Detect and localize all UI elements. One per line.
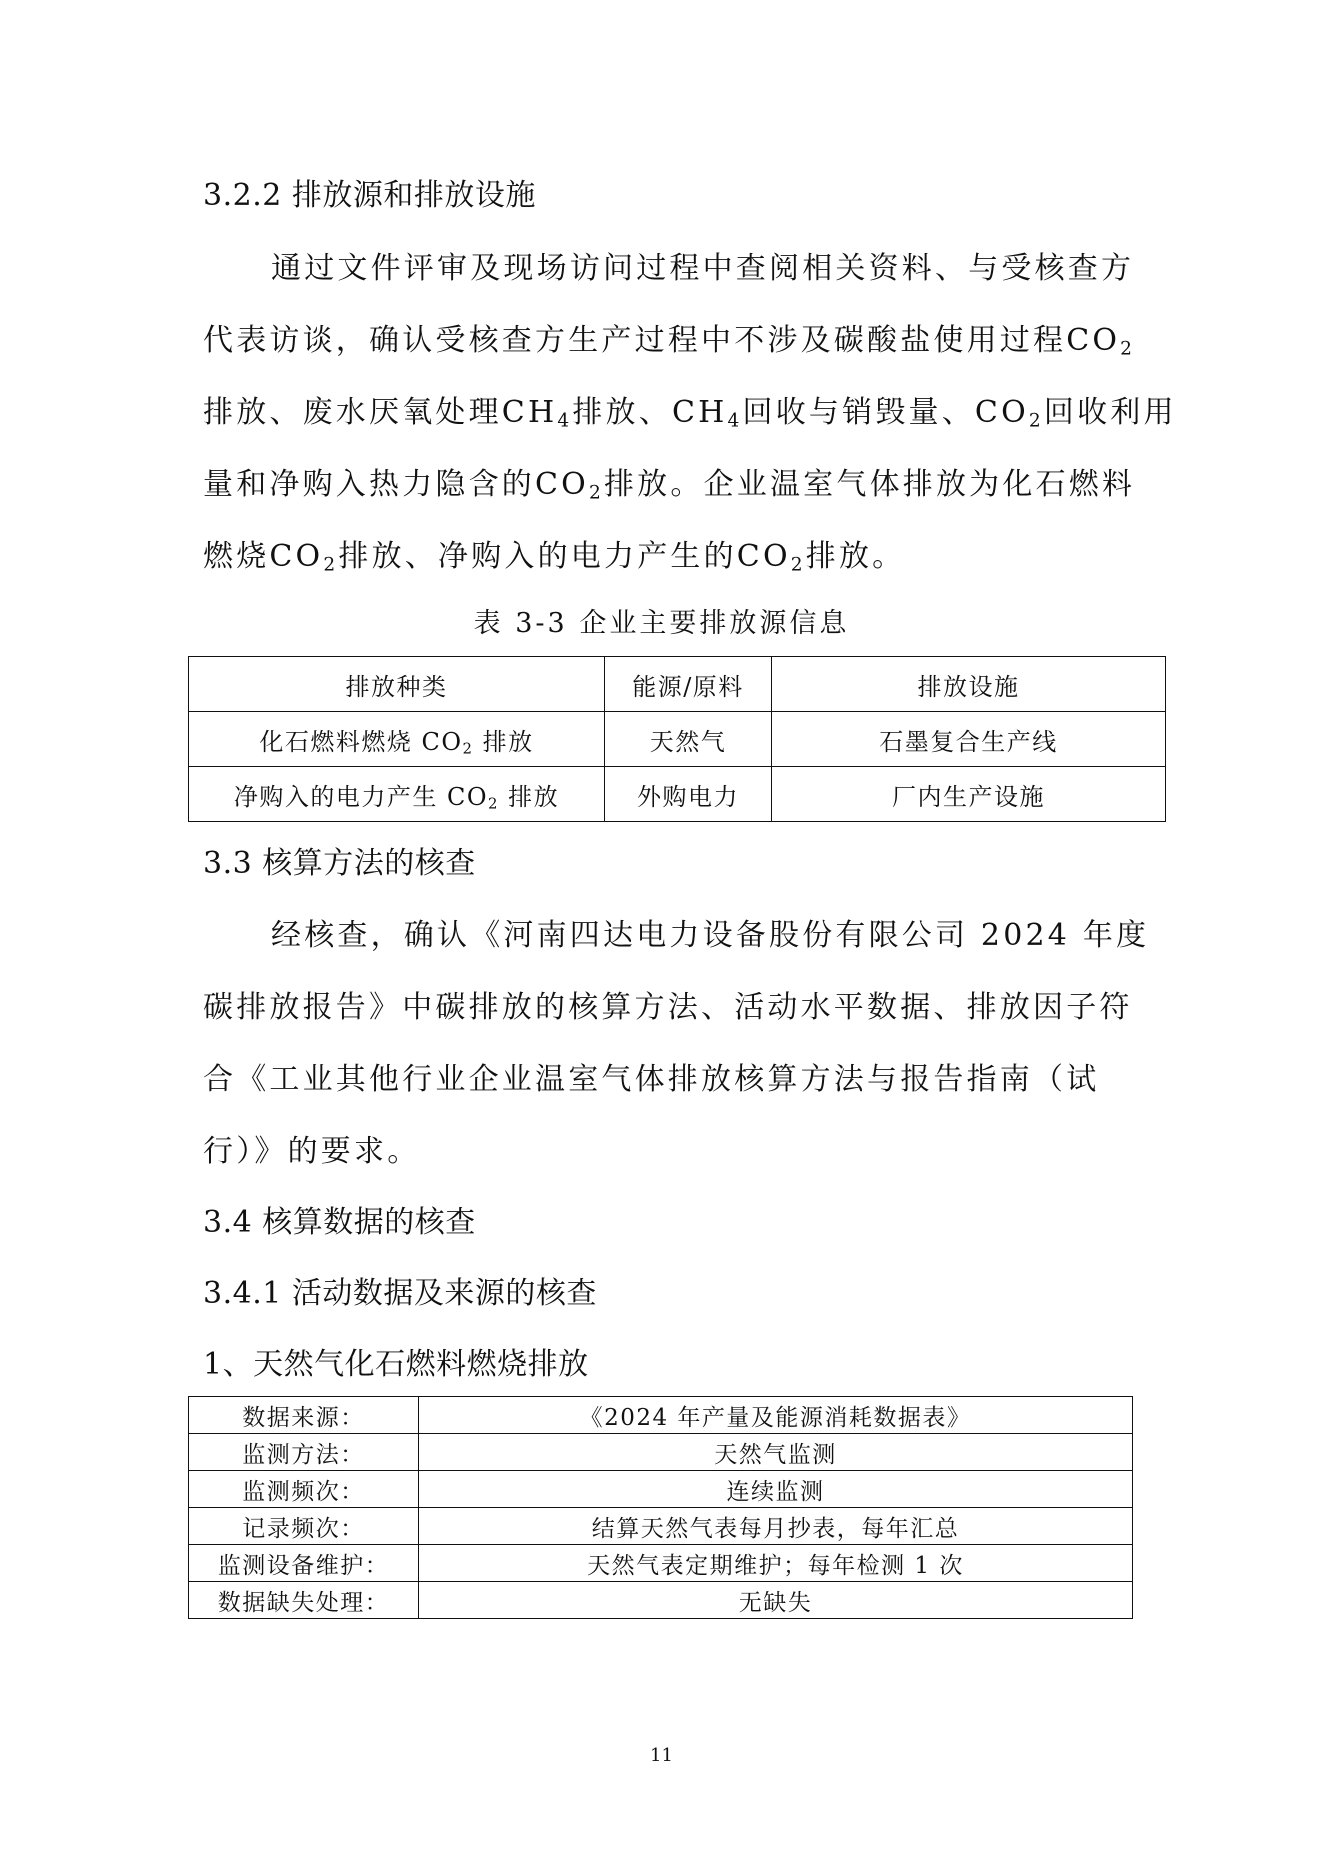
item-1-title: 1、天然气化石燃料燃烧排放 (203, 1347, 589, 1382)
table-row (189, 1434, 1133, 1471)
paragraph-line: 通过文件评审及现场访问过程中查阅相关资料、与受核查方 (271, 251, 1135, 286)
emission-type-cell: 净购入的电力产生 $CO_2$ 排放 (189, 767, 605, 822)
column-header: 排放种类 (189, 657, 605, 712)
row-value: 结算天然气表每月抄表，每年汇总 (419, 1508, 1133, 1545)
row-label: 监测频次： (189, 1471, 419, 1508)
table-row (189, 712, 1166, 767)
row-label: 监测方法： (189, 1434, 419, 1471)
table-row (189, 1471, 1133, 1508)
emission-source-table (188, 656, 1166, 822)
row-value: 连续监测 (419, 1471, 1133, 1508)
emission-type-cell: 化石燃料燃烧 $CO_2$ 排放 (189, 712, 605, 767)
paragraph-line: 行）》的要求。 (203, 1134, 421, 1169)
section-3-3-title: 3.3 核算方法的核查 (203, 846, 476, 881)
table-caption: 表 3-3 企业主要排放源信息 (473, 608, 850, 639)
paragraph-line: 代表访谈，确认受核查方生产过程中不涉及碳酸盐使用过程$CO_2$ (203, 323, 1136, 360)
paragraph-line: 碳排放报告》中碳排放的核算方法、活动水平数据、排放因子符 (203, 990, 1133, 1025)
row-label: 数据缺失处理： (189, 1582, 419, 1619)
row-value: 天然气表定期维护；每年检测 1 次 (419, 1545, 1133, 1582)
section-3-4-title: 3.4 核算数据的核查 (203, 1205, 476, 1240)
facility-cell: 厂内生产设施 (772, 767, 1166, 822)
row-value: 《2024 年产量及能源消耗数据表》 (419, 1397, 1133, 1434)
row-value: 天然气监测 (419, 1434, 1133, 1471)
facility-cell: 石墨复合生产线 (772, 712, 1166, 767)
energy-source-cell: 外购电力 (605, 767, 772, 822)
activity-data-table (188, 1396, 1133, 1619)
section-3-2-2-title: 3.2.2 排放源和排放设施 (203, 178, 536, 213)
table-header-row (189, 657, 1166, 712)
paragraph-line: 排放、废水厌氧处理$CH_4$排放、$CH_4$回收与销毁量、$CO_2$回收利用 (203, 395, 1177, 432)
paragraph-line: 合《工业其他行业企业温室气体排放核算方法与报告指南（试 (203, 1062, 1100, 1097)
table-row (189, 1545, 1133, 1582)
paragraph-line: 经核查，确认《河南四达电力设备股份有限公司 2024 年度 (271, 918, 1150, 953)
paragraph-line: 燃烧$CO_2$排放、净购入的电力产生的$CO_2$排放。 (203, 539, 906, 576)
paragraph-line: 量和净购入热力隐含的$CO_2$排放。企业温室气体排放为化石燃料 (203, 467, 1136, 504)
energy-source-cell: 天然气 (605, 712, 772, 767)
table-row (189, 767, 1166, 822)
table-row (189, 1508, 1133, 1545)
column-header: 排放设施 (772, 657, 1166, 712)
table-row (189, 1397, 1133, 1434)
row-value: 无缺失 (419, 1582, 1133, 1619)
section-3-4-1-title: 3.4.1 活动数据及来源的核查 (203, 1276, 597, 1311)
row-label: 监测设备维护： (189, 1545, 419, 1582)
row-label: 数据来源： (189, 1397, 419, 1434)
page-number: 11 (650, 1745, 673, 1766)
row-label: 记录频次： (189, 1508, 419, 1545)
column-header: 能源/原料 (605, 657, 772, 712)
table-row (189, 1582, 1133, 1619)
